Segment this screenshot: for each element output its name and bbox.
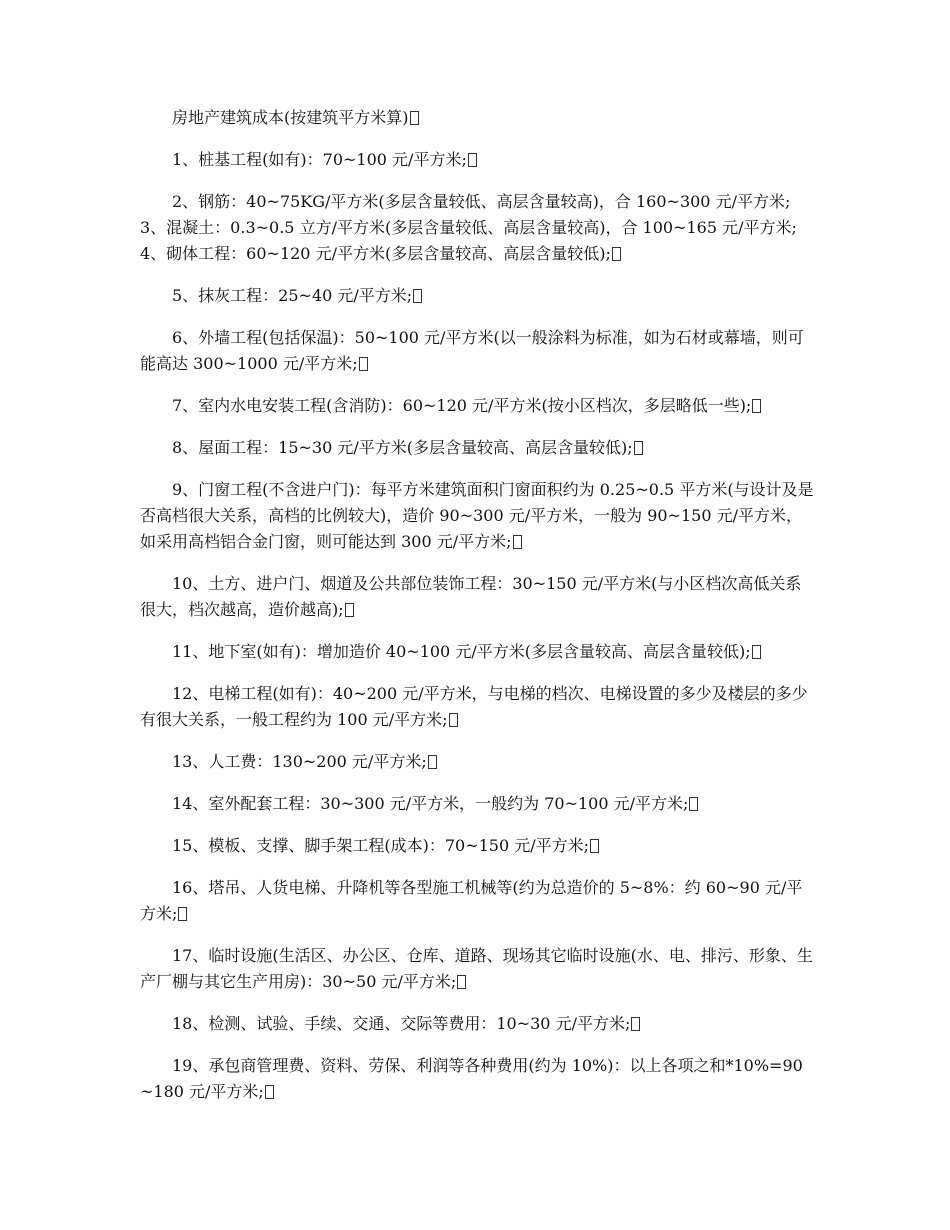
document-body xyxy=(140,105,816,1121)
paragraph-13 xyxy=(140,833,816,859)
paragraph-5 xyxy=(140,393,816,419)
paragraph-12 xyxy=(140,791,816,817)
paragraph-mark-icon xyxy=(428,755,437,769)
paragraph-text: 15、模板、支撑、脚手架工程(成本)：70~150 元/平方米; xyxy=(172,836,590,855)
paragraph-mark-icon xyxy=(410,111,419,125)
paragraph-text: 17、临时设施(生活区、办公区、仓库、道路、现场其它临时设施(水、电、排污、形象、生产厂棚与其它生产用房)：30~50 元/平方米; xyxy=(140,946,813,991)
paragraph-mark-icon xyxy=(513,535,522,549)
paragraph-text: 1、桩基工程(如有)：70~100 元/平方米; xyxy=(172,150,467,169)
paragraph-mark-icon xyxy=(612,247,621,261)
paragraph-mark-icon xyxy=(359,357,368,371)
paragraph-mark-icon xyxy=(752,399,761,413)
paragraph-11 xyxy=(140,749,816,775)
paragraph-mark-icon xyxy=(468,153,477,167)
document-title-text: 房地产建筑成本(按建筑平方米算) xyxy=(172,108,409,127)
paragraph-mark-icon xyxy=(634,441,643,455)
paragraph-mark-icon xyxy=(689,797,698,811)
paragraph-text: 18、检测、试验、手续、交通、交际等费用：10~30 元/平方米; xyxy=(172,1014,631,1033)
paragraph-17 xyxy=(140,1053,816,1105)
paragraph-text: 11、地下室(如有)：增加造价 40~100 元/平方米(多层含量较高、高层含量较低); xyxy=(172,642,751,661)
document-title xyxy=(140,105,816,131)
paragraph-4 xyxy=(140,325,816,377)
paragraph-mark-icon xyxy=(590,839,599,853)
paragraph-mark-icon xyxy=(449,713,458,727)
paragraph-mark-icon xyxy=(345,603,354,617)
paragraph-text: 5、抹灰工程：25~40 元/平方米; xyxy=(172,286,413,305)
paragraph-text: 12、电梯工程(如有)：40~200 元/平方米，与电梯的档次、电梯设置的多少及楼层的多少有很大关系，一般工程约为 100 元/平方米; xyxy=(140,684,808,729)
paragraph-mark-icon xyxy=(457,975,466,989)
paragraph-9 xyxy=(140,639,816,665)
paragraph-mark-icon xyxy=(265,1085,274,1099)
paragraph-16 xyxy=(140,1011,816,1037)
paragraph-text: 9、门窗工程(不含进户门)：每平方米建筑面积门窗面积约为 0.25~0.5 平方米(与设计及是否高档很大关系，高档的比例较大)，造价 90~300 元/平方米，一般为 90~150 元/平方米，如采用高档铝合金门窗，则可能达到 300 元/平方米; xyxy=(140,480,814,551)
paragraph-text: 8、屋面工程：15~30 元/平方米(多层含量较高、高层含量较低); xyxy=(172,438,633,457)
paragraph-1 xyxy=(140,147,816,173)
paragraph-text: 16、塔吊、人货电梯、升降机等各型施工机械等(约为总造价的 5~8%：约 60~90 元/平方米; xyxy=(140,878,803,923)
paragraph-text: 10、土方、进户门、烟道及公共部位装饰工程：30~150 元/平方米(与小区档次高低关系很大，档次越高，造价越高); xyxy=(140,574,802,619)
paragraph-text: 6、外墙工程(包括保温)：50~100 元/平方米(以一般涂料为标准，如为石材或幕墙，则可能高达 300~1000 元/平方米; xyxy=(140,328,804,373)
paragraph-mark-icon xyxy=(413,289,422,303)
paragraph-mark-icon xyxy=(631,1017,640,1031)
paragraph-6 xyxy=(140,435,816,461)
paragraph-mark-icon xyxy=(178,907,187,921)
paragraph-3 xyxy=(140,283,816,309)
paragraph-text: 7、室内水电安装工程(含消防)：60~120 元/平方米(按小区档次，多层略低一些); xyxy=(172,396,752,415)
paragraph-mark-icon xyxy=(752,645,761,659)
paragraph-text: 14、室外配套工程：30~300 元/平方米，一般约为 70~100 元/平方米; xyxy=(172,794,689,813)
paragraph-10 xyxy=(140,681,816,733)
paragraph-text: 2、钢筋：40~75KG/平方米(多层含量较低、高层含量较高)，合 160~300 元/平方米;3、混凝土：0.3~0.5 立方/平方米(多层含量较低、高层含量较高)，合 100~165 元/平方米;4、砌体工程：60~120 元/平方米(多层含量较高、高层含量较低); xyxy=(140,192,797,263)
paragraph-text: 13、人工费：130~200 元/平方米; xyxy=(172,752,427,771)
paragraph-7 xyxy=(140,477,816,555)
paragraph-14 xyxy=(140,875,816,927)
paragraph-2 xyxy=(140,189,816,267)
paragraph-8 xyxy=(140,571,816,623)
paragraph-15 xyxy=(140,943,816,995)
paragraph-text: 19、承包商管理费、资料、劳保、利润等各种费用(约为 10%)：以上各项之和*10%=90~180 元/平方米; xyxy=(140,1056,803,1101)
